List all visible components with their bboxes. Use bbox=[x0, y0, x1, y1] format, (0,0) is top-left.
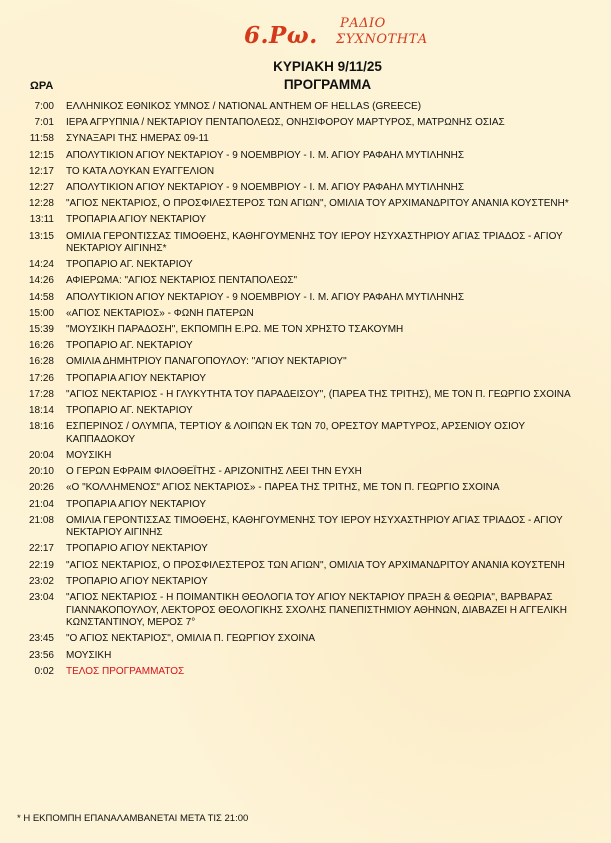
schedule-row bbox=[0, 466, 611, 479]
schedule-program: ΤΡΟΠΑΡΙΟ ΑΓ. ΝΕΚΤΑΡΙΟΥ bbox=[66, 404, 193, 416]
schedule-row bbox=[0, 543, 611, 556]
schedule-time: 15:00 bbox=[28, 307, 54, 319]
schedule-program: ΤΡΟΠΑΡΙΑ ΑΓΙΟΥ ΝΕΚΤΑΡΙΟΥ bbox=[66, 372, 207, 384]
schedule-program: ΙΕΡΑ ΑΓΡΥΠΝΙΑ / ΝΕΚΤΑΡΙΟΥ ΠΕΝΤΑΠΟΛΕΩΣ, ΟΝΗΣΙΦΟΡΟΥ ΜΑΡΤΥΡΟΣ, ΜΑΤΡΩΝΗΣ ΟΣΙΑΣ bbox=[66, 117, 505, 129]
schedule-program: Ο ΓΕΡΩΝ ΕΦΡΑΙΜ ΦΙΛΟΘΕΪΤΗΣ - ΑΡΙΖΟΝΙΤΗΣ ΛΕΕΙ ΤΗΝ ΕΥΧΗ bbox=[66, 466, 362, 478]
schedule-program: ΑΠΟΛΥΤΙΚΙΟΝ ΑΓΙΟΥ ΝΕΚΤΑΡΙΟΥ - 9 ΝΟΕΜΒΡΙΟΥ - Ι. Μ. ΑΓΙΟΥ ΡΑΦΑΗΛ ΜΥΤΙΛΗΝΗΣ bbox=[66, 149, 465, 161]
schedule-time: 17:26 bbox=[28, 372, 54, 384]
schedule-row bbox=[0, 356, 611, 369]
schedule-row bbox=[0, 650, 611, 663]
schedule-program: ΤΕΛΟΣ ΠΡΟΓΡΑΜΜΑΤΟΣ bbox=[66, 665, 185, 677]
schedule-program: ΑΠΟΛΥΤΙΚΙΟΝ ΑΓΙΟΥ ΝΕΚΤΑΡΙΟΥ - 9 ΝΟΕΜΒΡΙΟΥ - Ι. Μ. ΑΓΙΟΥ ΡΑΦΑΗΛ ΜΥΤΙΛΗΝΗΣ bbox=[66, 181, 465, 193]
logo-main-text: 6.Ρω. bbox=[244, 22, 318, 49]
schedule-time: 7:00 bbox=[34, 101, 54, 112]
logo-line2: ΣΥΧΝΟΤΗΤΑ bbox=[336, 32, 428, 47]
schedule-row bbox=[0, 259, 611, 272]
schedule-row bbox=[0, 482, 611, 495]
schedule-program: ΤΡΟΠΑΡΙΑ ΑΓΙΟΥ ΝΕΚΤΑΡΙΟΥ bbox=[66, 498, 207, 510]
schedule-time: 18:14 bbox=[28, 404, 54, 416]
schedule-program: «ΑΓΙΟΣ ΝΕΚΤΑΡΙΟΣ» - ΦΩΝΗ ΠΑΤΕΡΩΝ bbox=[66, 307, 254, 319]
schedule-program: "ΑΓΙΟΣ ΝΕΚΤΑΡΙΟΣ, Ο ΠΡΟΣΦΙΛΕΣΤΕΡΟΣ ΤΩΝ ΑΓΙΩΝ", ΟΜΙΛΙΑ ΤΟΥ ΑΡΧΙΜΑΝΔΡΙΤΟΥ ΑΝΑΝΙΑ ΚΟΥΣΤΕΝΗ bbox=[66, 559, 565, 571]
schedule-time: 23:04 bbox=[28, 592, 54, 604]
page-title: ΠΡΟΓΡΑΜΜΑ bbox=[283, 77, 372, 92]
schedule-row bbox=[0, 499, 611, 512]
schedule-time: 21:08 bbox=[28, 514, 54, 526]
schedule-program: ΑΠΟΛΥΤΙΚΙΟΝ ΑΓΙΟΥ ΝΕΚΤΑΡΙΟΥ - 9 ΝΟΕΜΒΡΙΟΥ - Ι. Μ. ΑΓΙΟΥ ΡΑΦΑΗΛ ΜΥΤΙΛΗΝΗΣ bbox=[66, 291, 465, 303]
schedule-program: ΜΟΥΣΙΚΗ bbox=[66, 649, 112, 661]
schedule-time: 7:01 bbox=[34, 117, 54, 129]
schedule-row bbox=[0, 340, 611, 353]
schedule-row bbox=[0, 560, 611, 573]
schedule-program: ΕΛΛΗΝΙΚΟΣ ΕΘΝΙΚΟΣ ΥΜΝΟΣ / NATIONAL ANTHEM OF HELLAS (GREECE) bbox=[66, 101, 422, 112]
schedule-row bbox=[0, 308, 611, 321]
schedule-row bbox=[0, 592, 611, 630]
schedule-time: 12:27 bbox=[28, 181, 54, 193]
schedule-row bbox=[0, 150, 611, 163]
footnote: * Η ΕΚΠΟΜΠΗ ΕΠΑΝΑΛΑΜΒΑΝΕΤΑΙ ΜΕΤΑ ΤΙΣ 21:00 bbox=[17, 813, 249, 824]
schedule-row bbox=[0, 133, 611, 146]
schedule-row bbox=[0, 450, 611, 463]
schedule-program: "ΜΟΥΣΙΚΗ ΠΑΡΑΔΟΣΗ", ΕΚΠΟΜΠΗ Ε.ΡΩ. ΜΕ ΤΟΝ ΧΡΗΣΤΟ ΤΣΑΚΟΥΜΗ bbox=[66, 324, 404, 336]
schedule-time: 23:56 bbox=[28, 649, 54, 661]
schedule-row bbox=[0, 198, 611, 211]
schedule-time: 20:10 bbox=[28, 466, 54, 478]
schedule-program: ΤΟ ΚΑΤΑ ΛΟΥΚΑΝ ΕΥΑΓΓΕΛΙΟΝ bbox=[66, 165, 215, 177]
schedule-program: "ΑΓΙΟΣ ΝΕΚΤΑΡΙΟΣ, Ο ΠΡΟΣΦΙΛΕΣΤΕΡΟΣ ΤΩΝ ΑΓΙΩΝ", ΟΜΙΛΙΑ ΤΟΥ ΑΡΧΙΜΑΝΔΡΙΤΟΥ ΑΝΑΝΙΑ ΚΟΥΣΤΕΝΗ* bbox=[66, 198, 569, 210]
schedule-row bbox=[0, 182, 611, 195]
schedule-time: 23:45 bbox=[28, 633, 54, 645]
schedule-time: 20:04 bbox=[28, 449, 54, 461]
schedule-row bbox=[0, 633, 611, 646]
schedule-row bbox=[0, 101, 611, 114]
schedule-program: «Ο "ΚΟΛΛΗΜΕΝΟΣ" ΑΓΙΟΣ ΝΕΚΤΑΡΙΟΣ» - ΠΑΡΕΑ ΤΗΣ ΤΡΙΤΗΣ, ΜΕ ΤΟΝ Π. ΓΕΩΡΓΙΟ ΣΧΟΙΝΑ bbox=[66, 482, 500, 494]
schedule-time: 20:26 bbox=[28, 482, 54, 494]
schedule-program: ΣΥΝΑΞΑΡΙ ΤΗΣ ΗΜΕΡΑΣ 09-11 bbox=[66, 133, 209, 145]
schedule-program: "ΑΓΙΟΣ ΝΕΚΤΑΡΙΟΣ - Η ΓΛΥΚΥΤΗΤΑ ΤΟΥ ΠΑΡΑΔΕΙΣΟΥ", (ΠΑΡΕΑ ΤΗΣ ΤΡΙΤΗΣ), ΜΕ ΤΟΝ Π. ΓΕΩΡΓΙΟ ΣΧΟΙΝΑ bbox=[66, 388, 571, 400]
schedule-program: ΑΦΙΕΡΩΜΑ: "ΑΓΙΟΣ ΝΕΚΤΑΡΙΟΣ ΠΕΝΤΑΠΟΛΕΩΣ" bbox=[66, 275, 298, 287]
schedule-time: 0:02 bbox=[34, 665, 54, 677]
schedule-time: 12:17 bbox=[28, 165, 54, 177]
hour-column-header: ΩΡΑ bbox=[30, 80, 54, 92]
schedule-time: 17:28 bbox=[28, 388, 54, 400]
schedule-program: ΤΡΟΠΑΡΙΑ ΑΓΙΟΥ ΝΕΚΤΑΡΙΟΥ bbox=[66, 214, 207, 226]
schedule-row bbox=[0, 666, 611, 679]
schedule-program: ΟΜΙΛΙΑ ΔΗΜΗΤΡΙΟΥ ΠΑΝΑΓΟΠΟΥΛΟΥ: "ΑΓΙΟΥ ΝΕΚΤΑΡΙΟΥ" bbox=[66, 356, 347, 368]
schedule-time: 22:17 bbox=[28, 543, 54, 555]
schedule-time: 11:58 bbox=[29, 133, 54, 145]
broadcast-date: ΚΥΡΙΑΚΗ 9/11/25 bbox=[273, 59, 382, 74]
schedule-program: ΤΡΟΠΑΡΙΟ ΑΓ. ΝΕΚΤΑΡΙΟΥ bbox=[66, 259, 193, 271]
schedule-row bbox=[0, 373, 611, 386]
schedule-time: 21:04 bbox=[28, 498, 54, 510]
schedule-row bbox=[0, 405, 611, 418]
schedule-row bbox=[0, 231, 611, 256]
schedule-row bbox=[0, 576, 611, 589]
schedule-time: 14:58 bbox=[28, 291, 54, 303]
schedule-time: 18:16 bbox=[28, 421, 54, 433]
schedule-time: 12:15 bbox=[28, 149, 54, 161]
schedule-program: ΕΣΠΕΡΙΝΟΣ / ΟΛΥΜΠΑ, ΤΕΡΤΙΟΥ & ΛΟΙΠΩΝ ΕΚ ΤΩΝ 70, ΟΡΕΣΤΟΥ ΜΑΡΤΥΡΟΣ, ΑΡΣΕΝΙΟΥ ΟΣΙΟΥ ΚΑΠΠΑΔΟΚΟΥ bbox=[66, 421, 525, 445]
schedule-row bbox=[0, 324, 611, 337]
schedule-row bbox=[0, 214, 611, 227]
schedule-program: ΟΜΙΛΙΑ ΓΕΡΟΝΤΙΣΣΑΣ ΤΙΜΟΘΕΗΣ, ΚΑΘΗΓΟΥΜΕΝΗΣ ΤΟΥ ΙΕΡΟΥ ΗΣΥΧΑΣΤΗΡΙΟΥ ΑΓΙΑΣ ΤΡΙΑΔΟΣ - ΑΓΙΟΥ ΝΕΚΤΑΡΙΟΥ ΑΙΓΙΝΗΣ* bbox=[66, 230, 563, 255]
schedule-time: 16:26 bbox=[28, 340, 54, 352]
schedule-row bbox=[0, 275, 611, 288]
schedule-time: 23:02 bbox=[28, 575, 54, 587]
schedule-program: ΜΟΥΣΙΚΗ bbox=[66, 449, 112, 461]
schedule-time: 14:26 bbox=[28, 275, 54, 287]
schedule-row bbox=[0, 292, 611, 305]
schedule-row bbox=[0, 389, 611, 402]
schedule-time: 13:11 bbox=[29, 214, 54, 226]
schedule-time: 15:39 bbox=[28, 324, 54, 336]
schedule-row bbox=[0, 166, 611, 179]
schedule-list bbox=[0, 101, 611, 682]
schedule-time: 12:28 bbox=[28, 198, 54, 210]
schedule-program: "ΑΓΙΟΣ ΝΕΚΤΑΡΙΟΣ - Η ΠΟΙΜΑΝΤΙΚΗ ΘΕΟΛΟΓΙΑ ΤΟΥ ΑΓΙΟΥ ΝΕΚΤΑΡΙΟΥ ΠΡΑΞΗ & ΘΕΩΡΙΑ", ΒΑΡΒΑΡΑΣ ΓΙΑΝΝΑΚΟΠΟΥΛΟΥ, ΛΕΚΤΟΡΟΣ ΘΕΟΛΟΓΙΚΗΣ ΣΧΟΛΗΣ ΠΑΝΕΠΙΣΤΗΜΙΟΥ ΑΘΗΝΩΝ, ΔΙΑΒΑΖΕΙ Η ΑΓΓΕΛΙΚΗ ΚΩΝΣΤΑΝΤΙΝΟΥ, ΜΕΡΟΣ 7° bbox=[66, 592, 567, 629]
schedule-time: 22:19 bbox=[28, 559, 54, 571]
schedule-time: 14:24 bbox=[28, 259, 54, 271]
schedule-program: ΤΡΟΠΑΡΙΟ ΑΓΙΟΥ ΝΕΚΤΑΡΙΟΥ bbox=[66, 543, 208, 555]
schedule-row bbox=[0, 421, 611, 446]
schedule-program: ΟΜΙΛΙΑ ΓΕΡΟΝΤΙΣΣΑΣ ΤΙΜΟΘΕΗΣ, ΚΑΘΗΓΟΥΜΕΝΗΣ ΤΟΥ ΙΕΡΟΥ ΗΣΥΧΑΣΤΗΡΙΟΥ ΑΓΙΑΣ ΤΡΙΑΔΟΣ - ΑΓΙΟΥ ΝΕΚΤΑΡΙΟΥ ΑΙΓΙΝΗΣ bbox=[66, 514, 563, 539]
schedule-row bbox=[0, 117, 611, 130]
logo-line1: ΡΑΔΙΟ bbox=[340, 16, 386, 31]
schedule-row bbox=[0, 515, 611, 540]
schedule-time: 13:15 bbox=[28, 230, 54, 242]
schedule-time: 16:28 bbox=[28, 356, 54, 368]
schedule-program: ΤΡΟΠΑΡΙΟ ΑΓ. ΝΕΚΤΑΡΙΟΥ bbox=[66, 340, 193, 352]
schedule-program: "Ο ΑΓΙΟΣ ΝΕΚΤΑΡΙΟΣ", ΟΜΙΛΙΑ Π. ΓΕΩΡΓΙΟΥ ΣΧΟΙΝΑ bbox=[66, 633, 316, 645]
schedule-program: ΤΡΟΠΑΡΙΟ ΑΓΙΟΥ ΝΕΚΤΑΡΙΟΥ bbox=[66, 575, 208, 587]
